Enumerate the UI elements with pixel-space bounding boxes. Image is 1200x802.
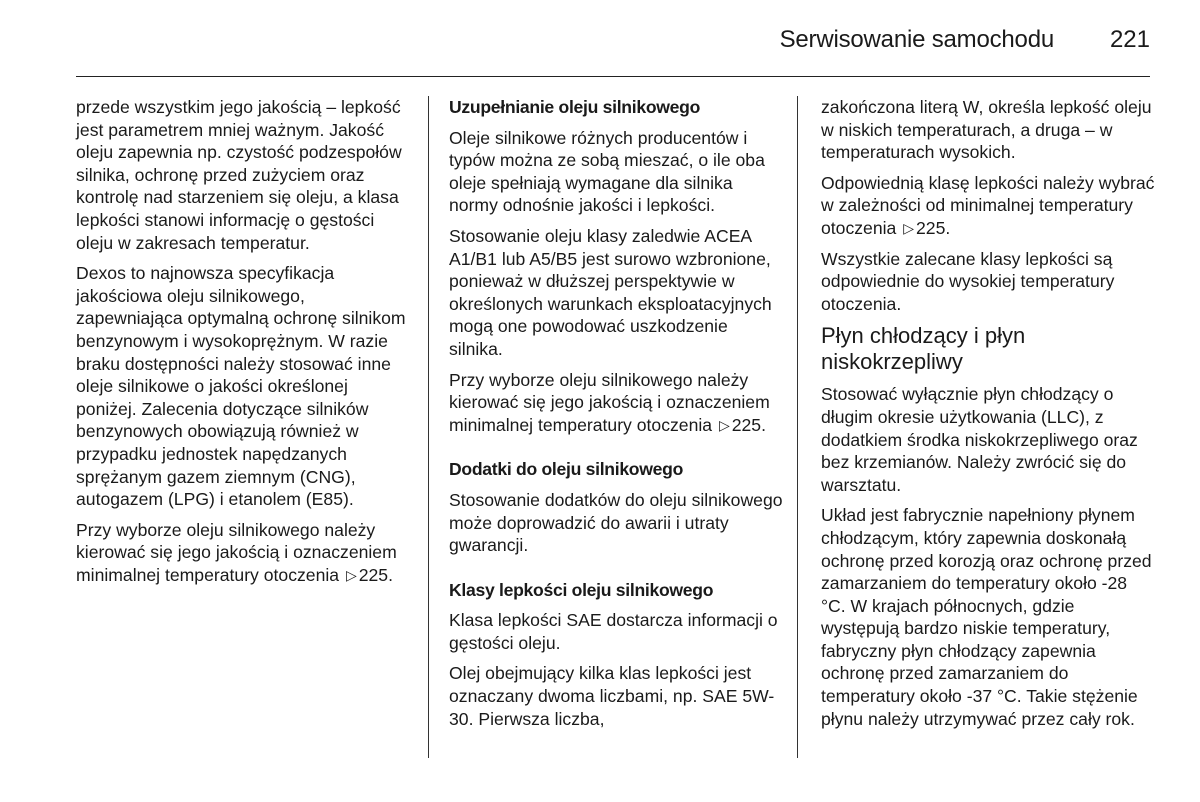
page-reference-arrow-icon: ▷ xyxy=(718,416,730,433)
page-reference-link[interactable]: 225. xyxy=(731,414,766,435)
page-reference-link[interactable]: 225. xyxy=(916,217,951,238)
paragraph-with-reference xyxy=(821,172,1156,240)
paragraph: Klasa lepkości SAE dostarcza informacji o gęstości oleju. xyxy=(449,610,778,653)
column-divider-2 xyxy=(797,96,798,758)
paragraph-text: Odpowiednią klasę lepkości należy wybrać w zależności od minimalnej temperatury otoczenia xyxy=(821,172,1155,238)
text-column-1 xyxy=(76,96,411,594)
paragraph-text: Przy wyborze oleju silnikowego należy kierować się jego jakością i oznaczeniem minimalnej temperatury otoczenia xyxy=(449,369,770,435)
paragraph: Stosowanie oleju klasy zaledwie ACEA A1/B1 lub A5/B5 jest surowo wzbronione, ponieważ w dłuższej perspektywie w określonych warunkach eksploatacyjnych mogą one powodować uszkodzenie silnika. xyxy=(449,225,772,359)
paragraph-text: Przy wyborze oleju silnikowego należy kierować się jego jakością i oznaczeniem minimalnej temperatury otoczenia xyxy=(76,519,397,585)
column-divider-1 xyxy=(428,96,429,758)
text-column-2 xyxy=(449,96,784,738)
paragraph-with-reference xyxy=(449,369,784,437)
page-header xyxy=(76,0,1150,77)
page-reference-link[interactable]: 225. xyxy=(358,564,393,585)
text-column-3 xyxy=(821,96,1156,738)
section-title: Serwisowanie samochodu xyxy=(779,26,1054,53)
paragraph: Wszystkie zalecane klasy lepkości są odpowiednie do wysokiej temperatury otoczenia. xyxy=(821,248,1115,314)
section-heading: Płyn chłodzący i płyn niskokrzepliwy xyxy=(821,323,1026,375)
page-number: 221 xyxy=(1109,26,1150,53)
paragraph-with-reference xyxy=(76,519,411,587)
paragraph: Stosować wyłącznie płyn chłodzący o długim okresie użytkowania (LLC), z dodatkiem środka niskokrzepliwego oraz bez krzemianów. Należy zwrócić się do warsztatu. xyxy=(821,384,1138,495)
page-reference-arrow-icon: ▷ xyxy=(345,566,357,583)
page-reference-arrow-icon: ▷ xyxy=(903,219,914,236)
paragraph: przede wszystkim jego jakością – lepkość jest parametrem mniej ważnym. Jakość oleju zapewnia np. czystość podzespołów silnika, ochronę przed zużyciem oraz kontrolę nad starzeniem się oleju, a klasa lepkości stanowi informację o gęstości oleju w zakresach temperatur. xyxy=(76,97,402,253)
paragraph: Oleje silnikowe różnych producentów i typów można ze sobą mieszać, o ile oba oleje spełniają wymagane dla silnika normy odnośnie jakości i lepkości. xyxy=(449,127,765,216)
paragraph: Układ jest fabrycznie napełniony płynem chłodzącym, który zapewnia doskonałą ochronę przed korozją oraz ochronę przed zamarzaniem do temperatury około -28 °C. W krajach północnych, gdzie występują bardzo niskie temperatury, fabryczny płyn chłodzący zapewnia ochronę przed zamarzaniem do temperatury około -37 °C. Takie stężenie płynu należy utrzymywać przez cały rok. xyxy=(821,505,1152,729)
subheading: Uzupełnianie oleju silnikowego xyxy=(449,97,701,117)
paragraph: Dexos to najnowsza specyfikacja jakościowa oleju silnikowego, zapewniająca optymalną ochronę silnikom benzynowym i wysokoprężnym. W razie braku dostępności należy stosować inne oleje silnikowe o jakości określonej poniżej. Zalecenia dotyczące silników benzynowych obowiązują również w przypadku jednostek napędzanych sprężanym gazem ziemnym (CNG), autogazem (LPG) i etanolem (E85). xyxy=(76,263,406,510)
paragraph: Stosowanie dodatków do oleju silnikowego może doprowadzić do awarii i utraty gwarancji. xyxy=(449,489,783,556)
paragraph: zakończona literą W, określa lepkość oleju w niskich temperaturach, a druga – w temperaturach wysokich. xyxy=(821,97,1152,163)
subheading: Dodatki do oleju silnikowego xyxy=(449,459,684,480)
subheading: Klasy lepkości oleju silnikowego xyxy=(449,579,714,600)
paragraph: Olej obejmujący kilka klas lepkości jest oznaczany dwoma liczbami, np. SAE 5W-30. Pierwsza liczba, xyxy=(449,663,775,729)
